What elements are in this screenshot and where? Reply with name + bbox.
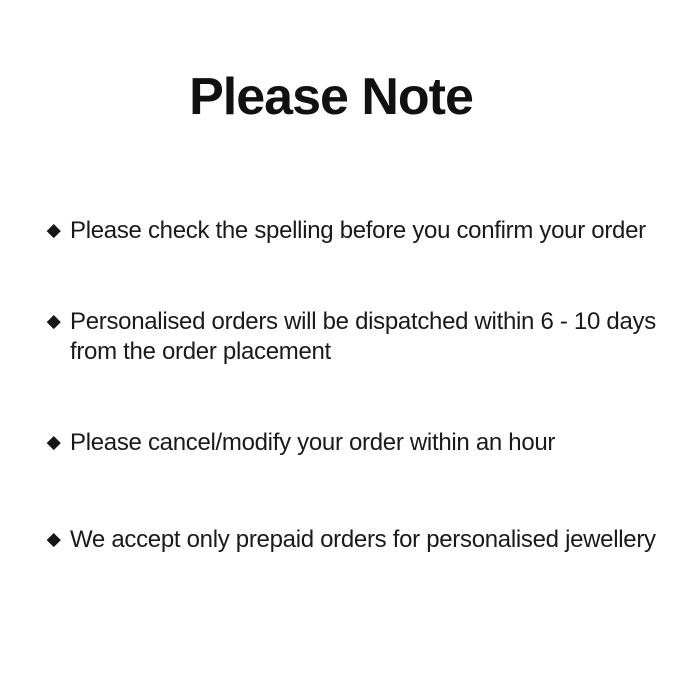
notice-line: from the order placement	[70, 338, 331, 365]
notice-item-check-spelling	[42, 216, 646, 246]
notice-item-prepaid-only	[42, 525, 656, 555]
diamond-bullet-icon	[42, 525, 66, 555]
diamond-bullet-icon	[42, 428, 66, 458]
diamond-bullet-icon	[42, 307, 66, 337]
diamond-shape	[47, 436, 60, 449]
notice-line: Please cancel/modify your order within an hour	[70, 429, 556, 456]
notice-line: We accept only prepaid orders for personalised jewellery	[70, 526, 656, 553]
diamond-shape	[47, 224, 60, 237]
notice-item-text	[70, 307, 656, 367]
notice-item-text	[70, 525, 656, 555]
diamond-shape	[47, 315, 60, 328]
notice-item-cancel-modify	[42, 428, 555, 458]
diamond-bullet-icon	[42, 216, 66, 246]
notice-item-text	[70, 216, 646, 246]
notice-item-text	[70, 428, 555, 458]
notice-line: Personalised orders will be dispatched within 6 - 10 days	[70, 308, 656, 335]
page-title: Please Note	[189, 68, 473, 126]
diamond-shape	[47, 533, 60, 546]
notice-item-dispatch-time	[42, 307, 656, 367]
notice-line: Please check the spelling before you confirm your order	[70, 217, 646, 244]
